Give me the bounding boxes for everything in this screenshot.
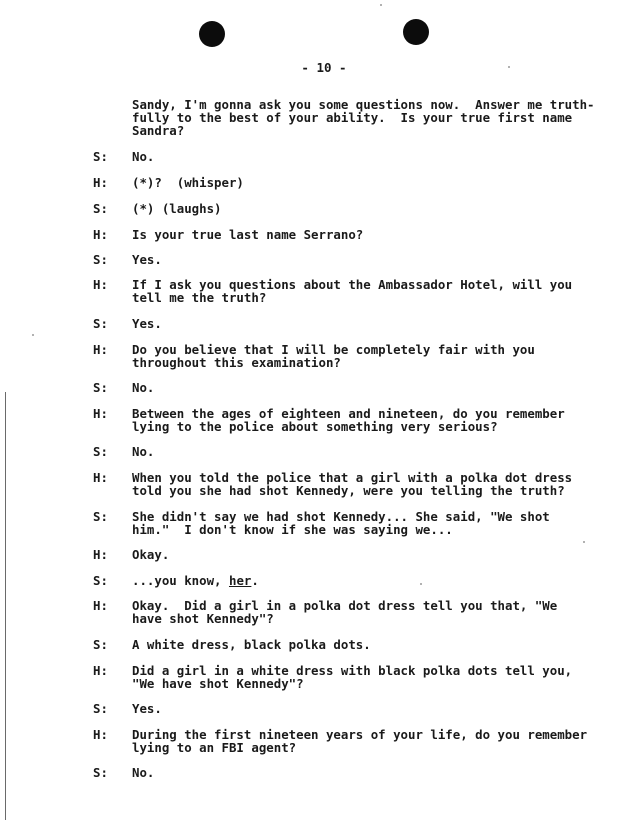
speaker-label: H:: [93, 470, 108, 485]
speaker-label: H:: [93, 727, 108, 742]
line-text: Between the ages of eighteen and nineteen, do you remember lying to the police about something very serious?: [132, 406, 565, 434]
line-text: [132, 574, 612, 587]
scan-speck: [508, 66, 510, 68]
line-text: Did a girl in a white dress with black polka dots tell you, "We have shot Kennedy"?: [132, 663, 573, 691]
emphasized-word: her: [228, 573, 252, 588]
speaker-label: H:: [93, 598, 108, 613]
line-text: No.: [132, 444, 155, 459]
speaker-label: H:: [93, 342, 108, 357]
line-text: If I ask you questions about the Ambassador Hotel, will you tell me the truth?: [132, 277, 573, 305]
speaker-label: S:: [93, 444, 108, 459]
speaker-label: H:: [93, 406, 108, 421]
scan-speck: [32, 334, 34, 336]
speaker-label: S:: [93, 149, 108, 164]
speaker-label: H:: [93, 277, 108, 292]
speaker-label: S:: [93, 765, 108, 780]
intro-paragraph: Sandy, I'm gonna ask you some questions now. Answer me truth- fully to the best of your ability. Is your true first name Sandra?: [132, 97, 595, 138]
line-text: (*) (laughs): [132, 201, 222, 216]
line-text-end: .: [251, 573, 259, 588]
speaker-label: S:: [93, 637, 108, 652]
line-text: Okay. Did a girl in a polka dot dress tell you that, "We have shot Kennedy"?: [132, 598, 558, 626]
speaker-label: S:: [93, 573, 108, 588]
speaker-label: S:: [93, 509, 108, 524]
page-number: - 10 -: [301, 60, 347, 75]
speaker-label: H:: [93, 547, 108, 562]
speaker-label: S:: [93, 380, 108, 395]
line-text: When you told the police that a girl with a polka dot dress told you she had shot Kennedy, were you telling the truth?: [132, 470, 573, 498]
line-text: No.: [132, 380, 155, 395]
speaker-label: S:: [93, 316, 108, 331]
line-text: During the first nineteen years of your life, do you remember lying to an FBI agent?: [132, 727, 588, 755]
punch-hole-left: [199, 21, 225, 47]
line-text: A white dress, black polka dots.: [132, 637, 371, 652]
speaker-label: H:: [93, 175, 108, 190]
line-text: She didn't say we had shot Kennedy... She said, "We shot him." I don't know if she was saying we...: [132, 509, 550, 537]
line-text: No.: [132, 765, 155, 780]
scan-speck: [380, 4, 382, 6]
line-text: Is your true last name Serrano?: [132, 227, 364, 242]
line-text: Yes.: [132, 252, 162, 267]
punch-hole-right: [403, 19, 429, 45]
left-margin-line: [5, 392, 6, 820]
line-text-lead: ...you know,: [132, 573, 229, 588]
scan-speck: [583, 541, 585, 543]
line-text: Yes.: [132, 701, 162, 716]
line-text: Yes.: [132, 316, 162, 331]
line-text: Okay.: [132, 547, 170, 562]
speaker-label: S:: [93, 701, 108, 716]
speaker-label: H:: [93, 227, 108, 242]
speaker-label: S:: [93, 201, 108, 216]
line-text: No.: [132, 149, 155, 164]
speaker-label: S:: [93, 252, 108, 267]
line-text: (*)? (whisper): [132, 175, 244, 190]
speaker-label: H:: [93, 663, 108, 678]
line-text: Do you believe that I will be completely fair with you throughout this examination?: [132, 342, 535, 370]
